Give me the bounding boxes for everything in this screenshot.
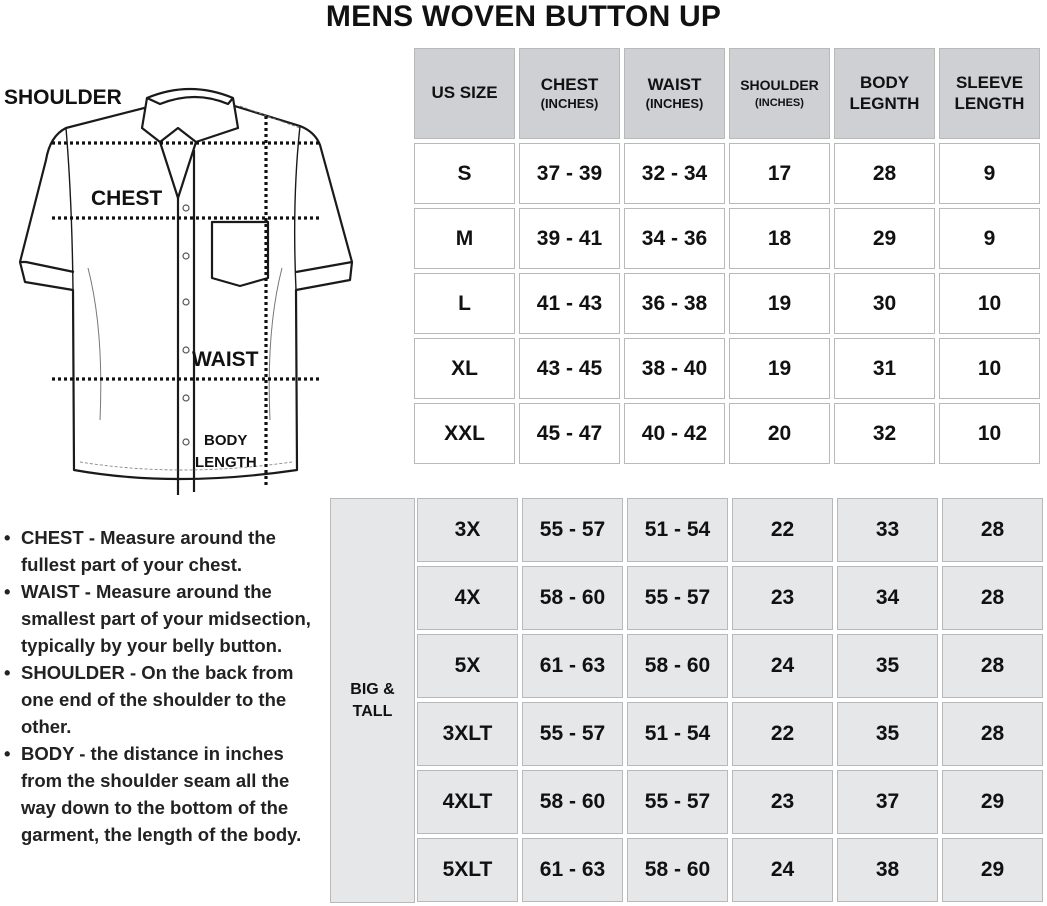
table-cell: 35: [837, 702, 938, 766]
table-cell: 23: [732, 566, 833, 630]
table-cell: 45 - 47: [519, 403, 620, 464]
table-cell: 58 - 60: [627, 634, 728, 698]
table-cell: 28: [834, 143, 935, 204]
table-cell: 32: [834, 403, 935, 464]
header-chest: CHEST (INCHES): [519, 48, 620, 139]
header-body-length: BODY LEGNTH: [834, 48, 935, 139]
table-cell: 3X: [417, 498, 518, 562]
big-tall-label: [330, 498, 415, 903]
table-cell: XXL: [414, 403, 515, 464]
big-tall-label-line2: TALL: [352, 702, 393, 720]
table-cell: S: [414, 143, 515, 204]
table-cell: 28: [942, 634, 1043, 698]
table-cell: 17: [729, 143, 830, 204]
table-cell: 38 - 40: [624, 338, 725, 399]
table-cell: 51 - 54: [627, 702, 728, 766]
table-cell: 28: [942, 498, 1043, 562]
table-cell: 38: [837, 838, 938, 902]
table-cell: XL: [414, 338, 515, 399]
table-cell: 61 - 63: [522, 634, 623, 698]
chest-label: CHEST: [91, 187, 163, 210]
measurement-notes: [0, 524, 322, 848]
note-waist: • WAIST - Measure around the smallest part of your midsection, typically by your belly button.: [0, 578, 322, 659]
body-length-label-2: LENGTH: [195, 454, 257, 471]
table-cell: 30: [834, 273, 935, 334]
table-cell: 3XLT: [417, 702, 518, 766]
table-cell: 4XLT: [417, 770, 518, 834]
note-chest: • CHEST - Measure around the fullest part of your chest.: [0, 524, 322, 578]
table-cell: 40 - 42: [624, 403, 725, 464]
size-table: [414, 48, 1040, 464]
header-sleeve-length: SLEEVE LENGTH: [939, 48, 1040, 139]
table-cell: 58 - 60: [522, 566, 623, 630]
waist-label: WAIST: [192, 348, 259, 371]
body-length-label-1: BODY: [204, 432, 248, 449]
table-cell: 58 - 60: [522, 770, 623, 834]
table-cell: 43 - 45: [519, 338, 620, 399]
table-cell: 10: [939, 403, 1040, 464]
table-cell: 58 - 60: [627, 838, 728, 902]
note-shoulder: • SHOULDER - On the back from one end of the shoulder to the other.: [0, 659, 322, 740]
table-cell: 37: [837, 770, 938, 834]
table-cell: 36 - 38: [624, 273, 725, 334]
table-cell: 55 - 57: [627, 566, 728, 630]
header-shoulder: SHOULDER (INCHES): [729, 48, 830, 139]
table-cell: M: [414, 208, 515, 269]
big-tall-table: [417, 498, 1043, 902]
table-cell: 32 - 34: [624, 143, 725, 204]
shirt-illustration: [0, 80, 360, 500]
table-cell: 10: [939, 273, 1040, 334]
table-cell: 4X: [417, 566, 518, 630]
table-cell: 34 - 36: [624, 208, 725, 269]
table-cell: 9: [939, 143, 1040, 204]
table-cell: 5X: [417, 634, 518, 698]
page-title: MENS WOVEN BUTTON UP: [325, 0, 722, 33]
table-cell: 19: [729, 338, 830, 399]
table-cell: 22: [732, 702, 833, 766]
table-cell: 35: [837, 634, 938, 698]
table-cell: 28: [942, 566, 1043, 630]
table-cell: L: [414, 273, 515, 334]
table-cell: 33: [837, 498, 938, 562]
table-cell: 31: [834, 338, 935, 399]
table-cell: 41 - 43: [519, 273, 620, 334]
table-cell: 24: [732, 838, 833, 902]
table-cell: 23: [732, 770, 833, 834]
table-cell: 20: [729, 403, 830, 464]
table-cell: 55 - 57: [522, 702, 623, 766]
shoulder-label: SHOULDER: [4, 86, 122, 109]
table-cell: 55 - 57: [522, 498, 623, 562]
table-cell: 24: [732, 634, 833, 698]
table-cell: 39 - 41: [519, 208, 620, 269]
table-cell: 22: [732, 498, 833, 562]
table-cell: 28: [942, 702, 1043, 766]
table-cell: 5XLT: [417, 838, 518, 902]
note-body: • BODY - the distance in inches from the shoulder seam all the way down to the bottom of the garment, the length of the body.: [0, 740, 322, 848]
table-cell: 29: [834, 208, 935, 269]
table-cell: 51 - 54: [627, 498, 728, 562]
table-cell: 37 - 39: [519, 143, 620, 204]
big-tall-label-line1: BIG &: [350, 680, 395, 698]
table-cell: 29: [942, 770, 1043, 834]
header-us-size: US SIZE: [414, 48, 515, 139]
header-waist: WAIST (INCHES): [624, 48, 725, 139]
table-cell: 61 - 63: [522, 838, 623, 902]
table-cell: 19: [729, 273, 830, 334]
table-cell: 29: [942, 838, 1043, 902]
table-cell: 18: [729, 208, 830, 269]
table-cell: 10: [939, 338, 1040, 399]
table-cell: 55 - 57: [627, 770, 728, 834]
table-cell: 34: [837, 566, 938, 630]
table-cell: 9: [939, 208, 1040, 269]
